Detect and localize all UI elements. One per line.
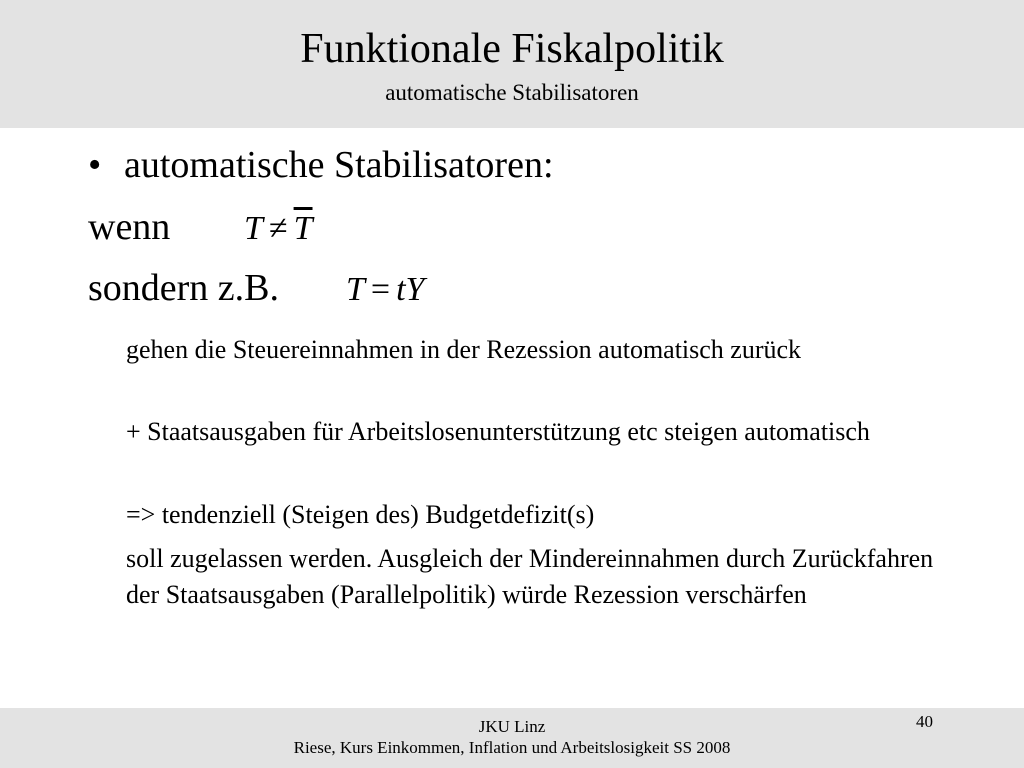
formula2-operator: = (370, 271, 391, 308)
slide-subtitle: automatische Stabilisatoren (385, 80, 639, 105)
slide-title: Funktionale Fiskalpolitik (300, 26, 724, 72)
wenn-label: wenn (88, 206, 171, 248)
bullet-symbol: • (88, 144, 102, 186)
sondern-label: sondern z.B. (88, 267, 280, 309)
footer-course: Riese, Kurs Einkommen, Inflation und Arbeitslosigkeit SS 2008 (293, 738, 731, 757)
bullet-text: automatische Stabilisatoren: (124, 144, 554, 186)
paragraph-3: => tendenziell (Steigen des) Budgetdefizit(s) (126, 500, 595, 529)
paragraph-4: soll zugelassen werden. Ausgleich der Mindereinnahmen durch Zurückfahren der Staatsausgaben (Parallelpolitik) würde Rezession verschärfen (126, 544, 934, 609)
formula2-left: T (346, 271, 365, 308)
formula-t-not-equal-tbar (244, 209, 313, 249)
footer-institution: JKU Linz (478, 717, 546, 736)
formula1-operator: ≠ (268, 210, 288, 247)
formula1-right: $\overline{T}$ (293, 210, 313, 247)
paragraph-2: + Staatsausgaben für Arbeitslosenunterstützung etc steigen automatisch (126, 417, 870, 446)
bullet-item (88, 143, 554, 187)
formula-t-equals-ty (346, 270, 424, 310)
paragraph-1: gehen die Steuereinnahmen in der Rezession automatisch zurück (126, 335, 802, 364)
slide-header (0, 0, 1024, 128)
formula1-left: T (244, 210, 263, 247)
page-number: 40 (916, 712, 933, 731)
formula2-right: tY (396, 271, 425, 308)
slide-footer (0, 708, 1024, 768)
